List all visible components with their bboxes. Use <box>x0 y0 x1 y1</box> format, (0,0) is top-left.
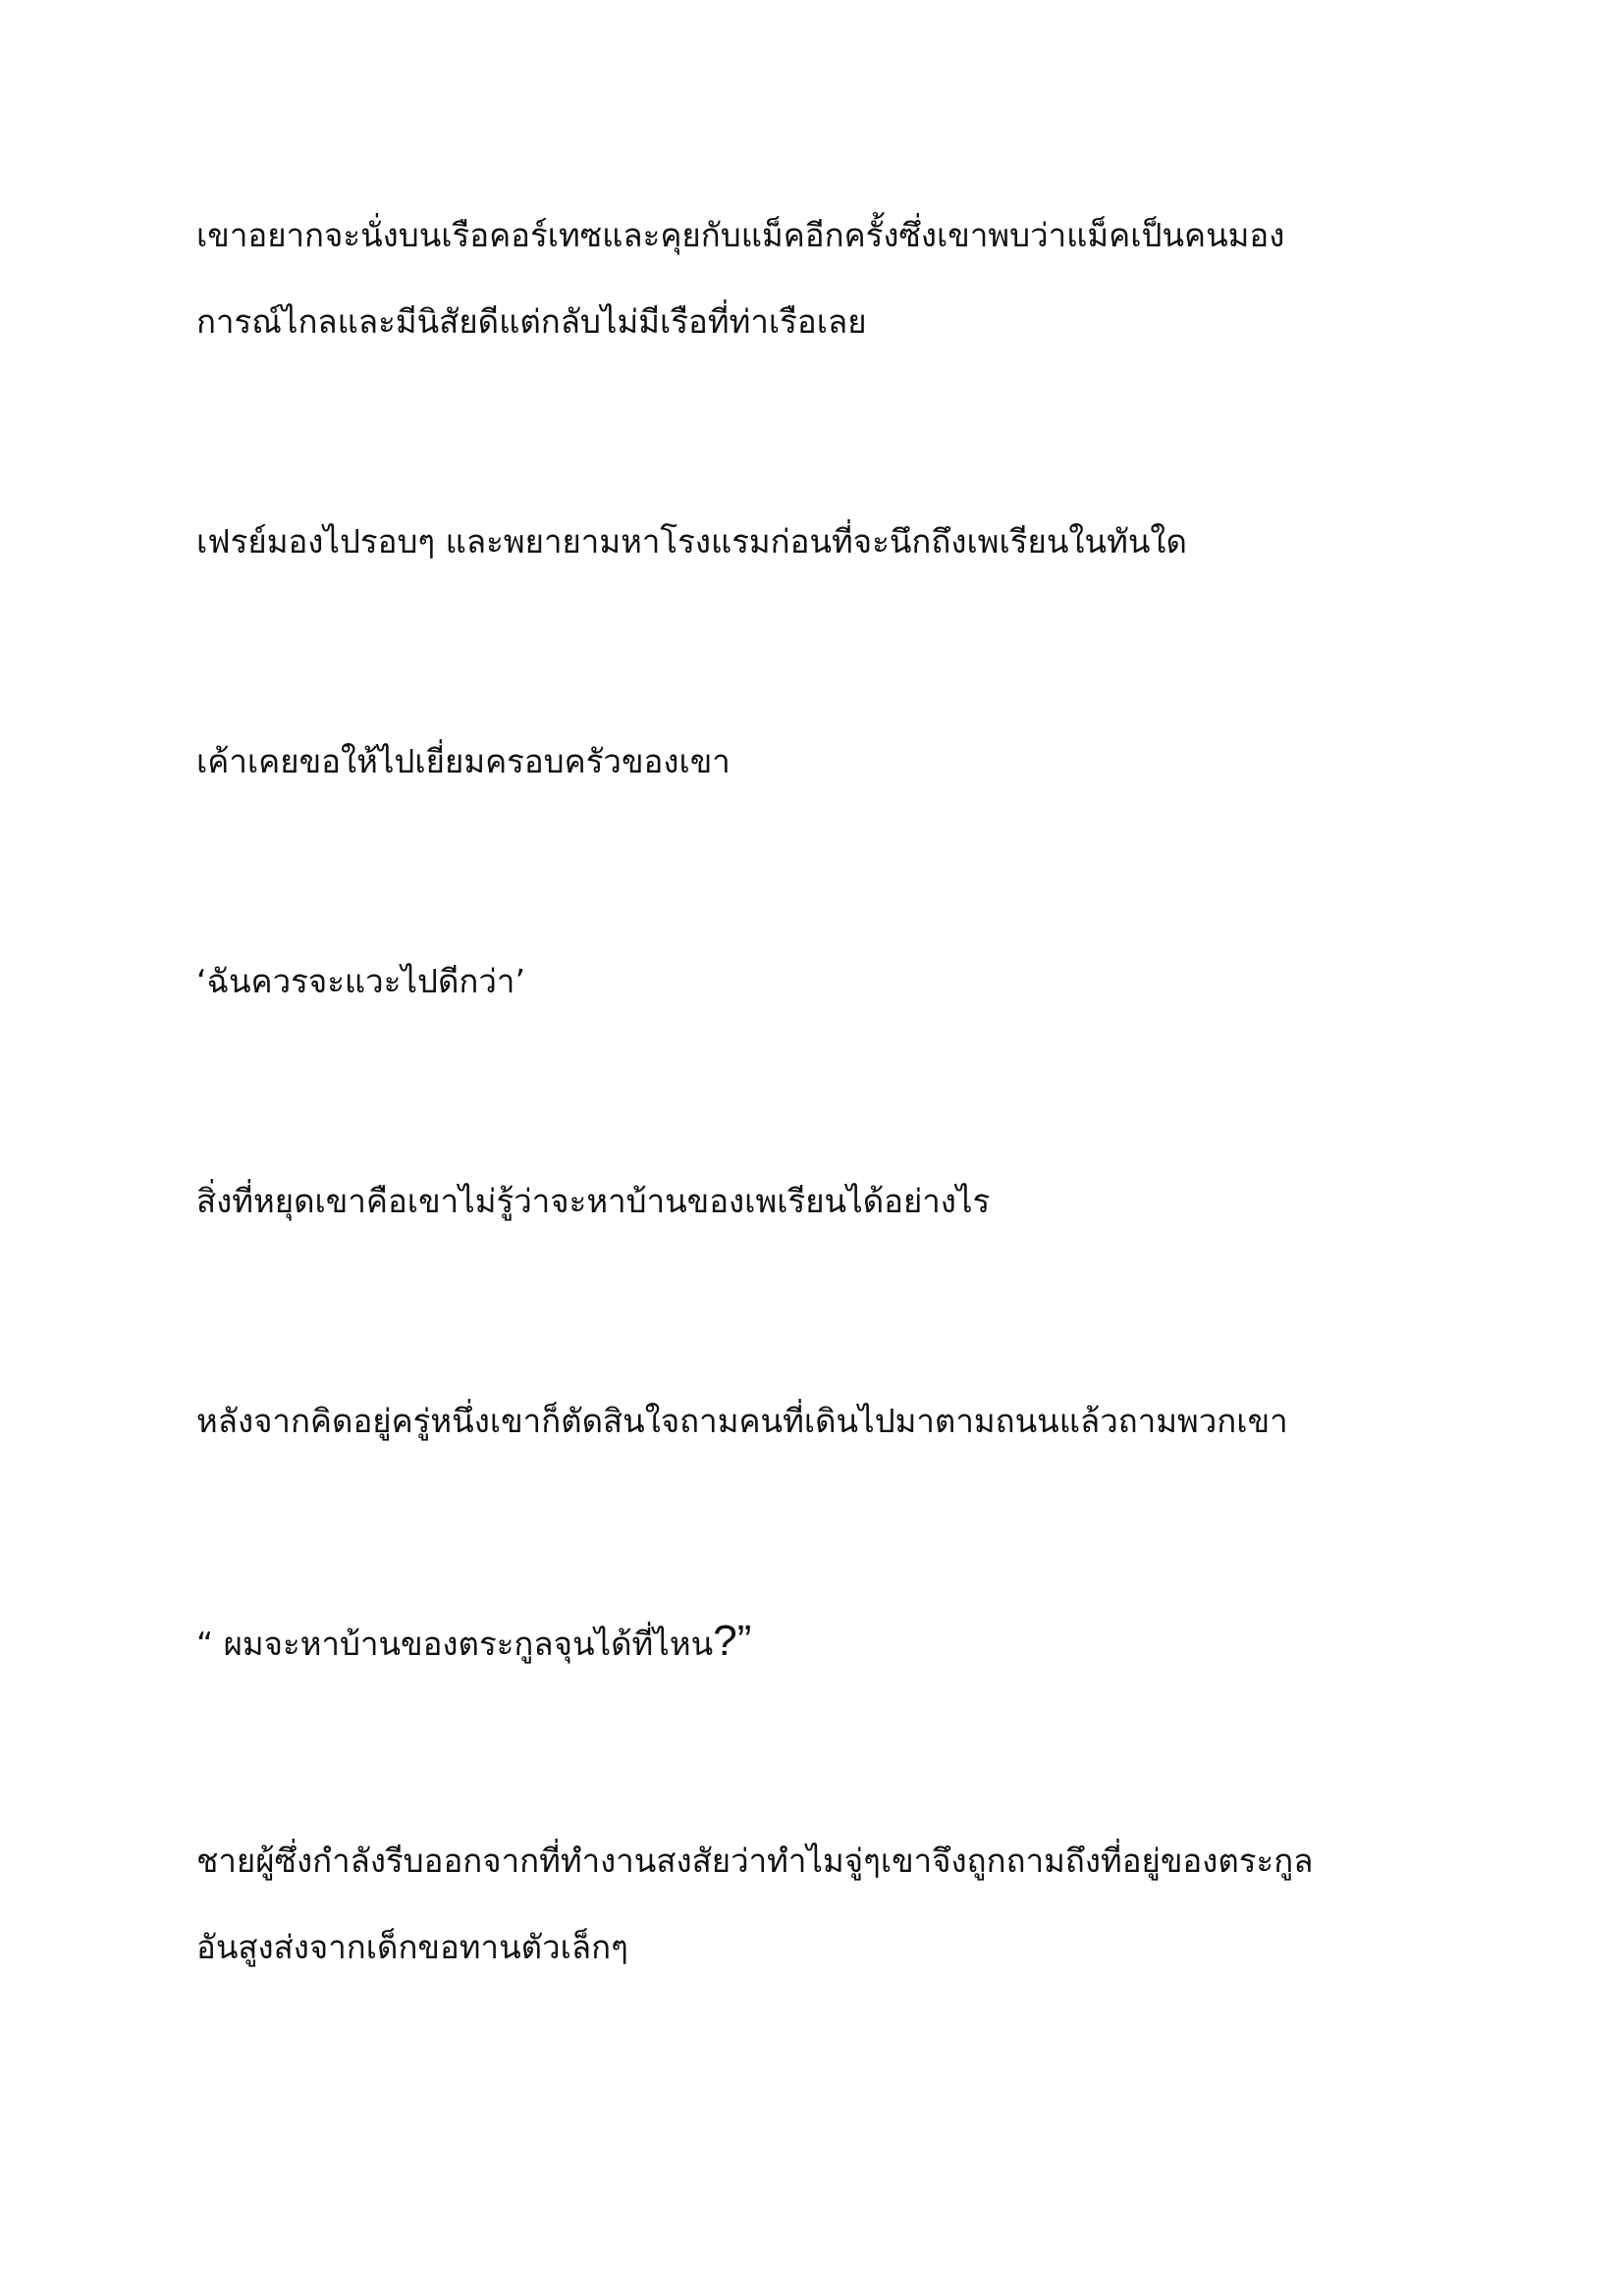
paragraph-3 <box>196 719 1434 805</box>
paragraph-8-line-2: อันสูงส่งจากเด็กขอทานตัวเล็กๆ <box>196 1928 628 1966</box>
paragraph-5 <box>196 1158 1434 1245</box>
paragraph-7-line-1 <box>196 1598 1434 1687</box>
paragraph-4-quote <box>196 938 1434 1025</box>
paragraph-1-line-1: เขาอยากจะนั่งบนเรือคอร์เทซและคุยกับแม็คอีกครั้งซึ่งเขาพบว่าแม็คเป็นคนมอง <box>196 216 1285 254</box>
paragraph-5-line-1: สิ่งที่หยุดเขาคือเขาไม่รู้ว่าจะหาบ้านของเพเรียนได้อย่างไร <box>196 1182 991 1220</box>
paragraph-4-line-1: ‘ฉันควรจะแวะไปดีกว่า’ <box>196 962 525 1000</box>
paragraph-6 <box>196 1378 1434 1465</box>
dialogue-question-mark: ?” <box>713 1617 752 1665</box>
paragraph-1 <box>196 192 1434 365</box>
dialogue-text: “ ผมจะหาบ้านของตระกูลจุนได้ที่ไหน <box>196 1625 714 1663</box>
paragraph-2 <box>196 499 1434 585</box>
paragraph-7-dialogue <box>196 1598 1434 1687</box>
paragraph-3-line-1: เค้าเคยขอให้ไปเยี่ยมครอบครัวของเขา <box>196 742 731 780</box>
paragraph-8-line-1: ชายผู้ซึ่งกำลังรีบออกจากที่ทำงานสงสัยว่าทำไมจู่ๆเขาจึงถูกถามถึงที่อยู่ของตระกูล <box>196 1842 1314 1880</box>
paragraph-8 <box>196 1818 1434 1991</box>
paragraph-2-line-1: เฟรย์มองไปรอบๆ และพยายามหาโรงแรมก่อนที่จะนึกถึงเพเรียนในทันใด <box>196 522 1187 561</box>
paragraph-1-line-2: การณ์ไกลและมีนิสัยดีแต่กลับไม่มีเรือที่ท่าเรือเลย <box>196 302 867 341</box>
paragraph-6-line-1: หลังจากคิดอยู่ครู่หนึ่งเขาก็ตัดสินใจถามคนที่เดินไปมาตามถนนแล้วถามพวกเขา <box>196 1402 1288 1440</box>
